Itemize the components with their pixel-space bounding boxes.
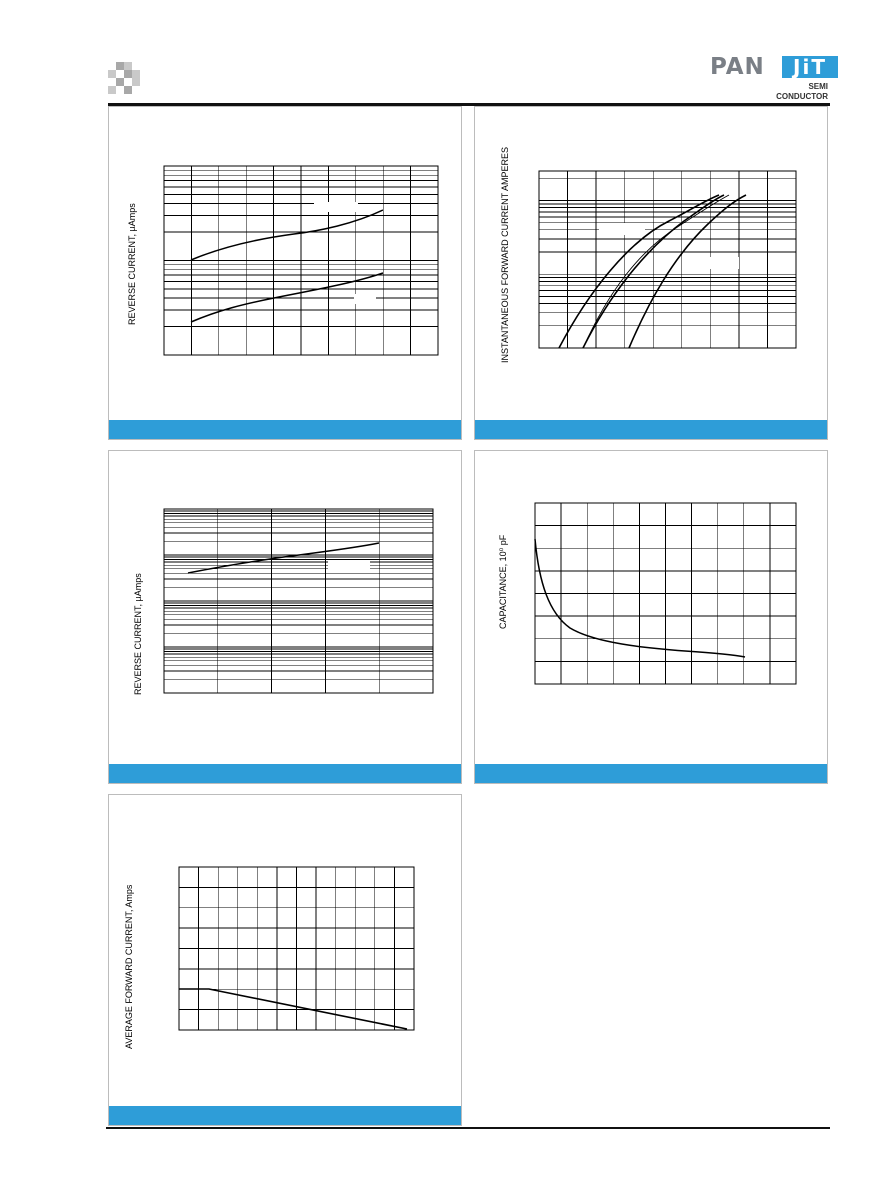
- footer-rule: [106, 1127, 830, 1129]
- chart1-curve-upper: [191, 210, 383, 260]
- corner-logo-icon: [108, 62, 142, 96]
- chart4-ylabel: CAPACITANCE, 10⁰ pF: [498, 534, 508, 629]
- brand-logo-left: PAN: [710, 54, 765, 80]
- chart-panel-reverse-current-2: [108, 450, 462, 784]
- chart5-plot: [179, 867, 415, 1031]
- chart5-ylabel: AVERAGE FORWARD CURRENT, Amps: [124, 884, 134, 1049]
- chart-panel-reverse-current-1: [108, 106, 462, 440]
- chart-panel-forward-current: [474, 106, 828, 440]
- chart1-plot: [164, 166, 439, 356]
- chart1-caption-bar: [109, 420, 461, 439]
- brand-subtitle-line1: SEMI: [808, 82, 828, 91]
- chart-panel-derating: [108, 794, 462, 1126]
- brand-logo: [710, 55, 830, 79]
- chart2-plot: [539, 171, 797, 349]
- chart4-plot: [535, 503, 797, 685]
- chart3-ylabel: REVERSE CURRENT, µAmps: [133, 573, 143, 695]
- chart4-caption-bar: [475, 764, 827, 783]
- chart5-curve: [179, 989, 407, 1029]
- chart3-plot: [164, 509, 434, 694]
- chart4-curve: [535, 539, 745, 657]
- chart-panel-capacitance: [474, 450, 828, 784]
- chart2-curve-b: [583, 195, 729, 348]
- chart2-ylabel: INSTANTANEOUS FORWARD CURRENT AMPERES: [500, 146, 510, 363]
- chart2-caption-bar: [475, 420, 827, 439]
- brand-subtitle-line2: CONDUCTOR: [776, 92, 828, 101]
- chart1-ylabel: REVERSE CURRENT, µAmps: [127, 203, 137, 325]
- chart3-caption-bar: [109, 764, 461, 783]
- brand-logo-right: JiT: [782, 56, 838, 78]
- chart5-caption-bar: [109, 1106, 461, 1125]
